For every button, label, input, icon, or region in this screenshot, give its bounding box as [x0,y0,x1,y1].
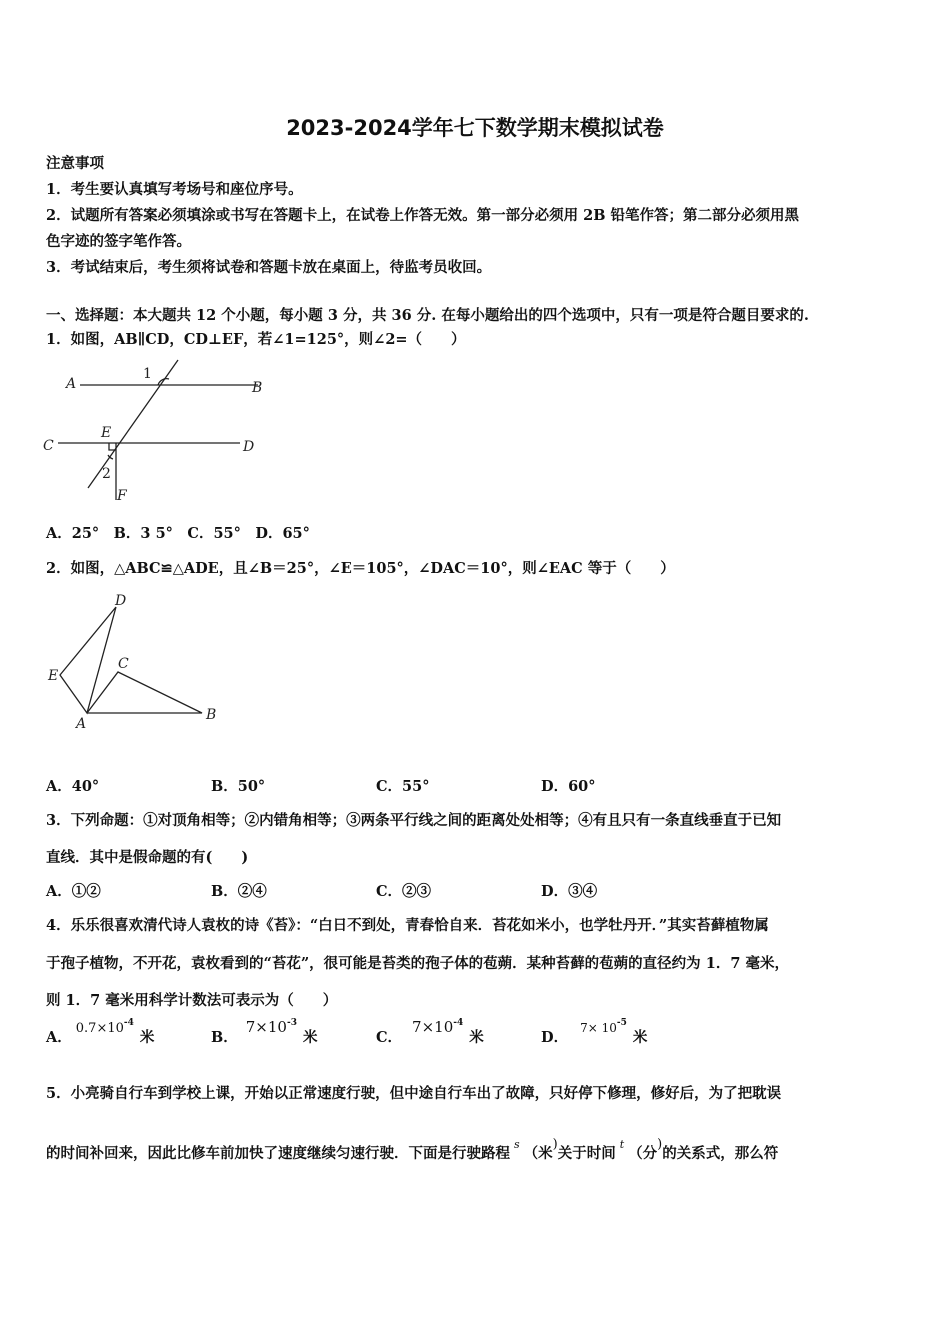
q1-label-f: F [117,488,127,504]
q4-option-d: D．$^{7\times 10-5}$米 [541,1018,648,1046]
q1-label-d: D [243,439,255,455]
q2-option-b: B．50° [211,778,266,795]
notice-item-1: 1．考生要认真填写考场号和座位序号。 [46,181,303,198]
notice-item-3: 3．考试结束后，考生须将试卷和答题卡放在桌面上，待监考员收回。 [46,259,492,276]
q2-option-d: D．60° [541,778,596,795]
q5-stem-line1: 5．小亮骑自行车到学校上课，开始以正常速度行驶，但中途自行车出了故障，只好停下修理，修好后，为了把耽误 [46,1085,782,1102]
q2-stem: 2．如图，△ABC≌△ADE，且∠B＝25°，∠E＝105°，∠DAC＝10°，则∠EAC 等于（ ） [46,560,675,577]
q2-label-a: A [76,716,87,732]
q3-option-c: C．②③ [376,883,432,900]
q4-option-b: B．$7\times 10^{-3}$米 [211,1018,318,1046]
q1-angle-1: 1 [143,366,152,382]
q3-option-d: D．③④ [541,883,598,900]
q1-stem: 1．如图，AB∥CD，CD⊥EF，若∠1=125°，则∠2=（ ） [46,331,466,348]
q2-label-c: C [118,656,129,672]
q2-label-d: D [115,593,127,609]
q4-stem-line3: 则 1．7 毫米用科学计数法可表示为（ ） [46,992,338,1009]
q4-option-a: A．$0.7\times 10^{-4}$米 [46,1018,155,1046]
q1-angle-2: 2 [102,466,111,482]
q1-label-e: E [101,425,112,441]
q3-option-a: A．①② [46,883,101,900]
notice-item-2: 2．试题所有答案必须填涂或书写在答题卡上，在试卷上作答无效。第一部分必须用 2B 铅笔作答；第二部分必须用黑 [46,207,800,224]
page-title: 2023-2024学年七下数学期末模拟试卷 [286,116,664,140]
q3-stem-line2: 直线．其中是假命题的有( ) [46,849,249,866]
q2-figure [40,588,240,738]
q1-label-c: C [43,438,54,454]
notice-item-2-cont: 色字迹的签字笔作答。 [46,233,191,250]
q4-stem-line1: 4．乐乐很喜欢清代诗人袁枚的诗《苔》：“白日不到处，青春恰自来．苔花如米小，也学牡丹开．”其实苔藓植物属 [46,917,769,934]
q2-option-c: C．55° [376,778,430,795]
q1-figure [40,358,280,508]
q3-option-b: B．②④ [211,883,267,900]
notice-heading: 注意事项 [46,155,104,172]
q2-option-a: A．40° [46,778,100,795]
q1-options: A．25° B．3 5° C．55° D．65° [46,525,310,542]
q1-label-b: B [252,380,263,396]
q4-stem-line2: 于孢子植物，不开花，袁枚看到的“苔花”，很可能是苔类的孢子体的苞蒴．某种苔藓的苞蒴的直径约为 1．7 毫米， [46,955,789,972]
q1-label-a: A [66,376,77,392]
q5-stem-line2: 的时间补回来，因此比修车前加快了速度继续匀速行驶．下面是行驶路程$^s$（米)关于时间$^t$（分)的关系式，那么符 [46,1137,779,1162]
section-heading: 一、选择题：本大题共 12 个小题，每小题 3 分，共 36 分. 在每小题给出的四个选项中，只有一项是符合题目要求的. [46,307,809,324]
q2-label-e: E [48,668,59,684]
q3-stem-line1: 3．下列命题：①对顶角相等；②内错角相等；③两条平行线之间的距离处处相等；④有且只有一条直线垂直于已知 [46,812,782,829]
q2-label-b: B [206,707,217,723]
q4-option-c: C．$7\times 10^{-4}$米 [376,1018,484,1046]
